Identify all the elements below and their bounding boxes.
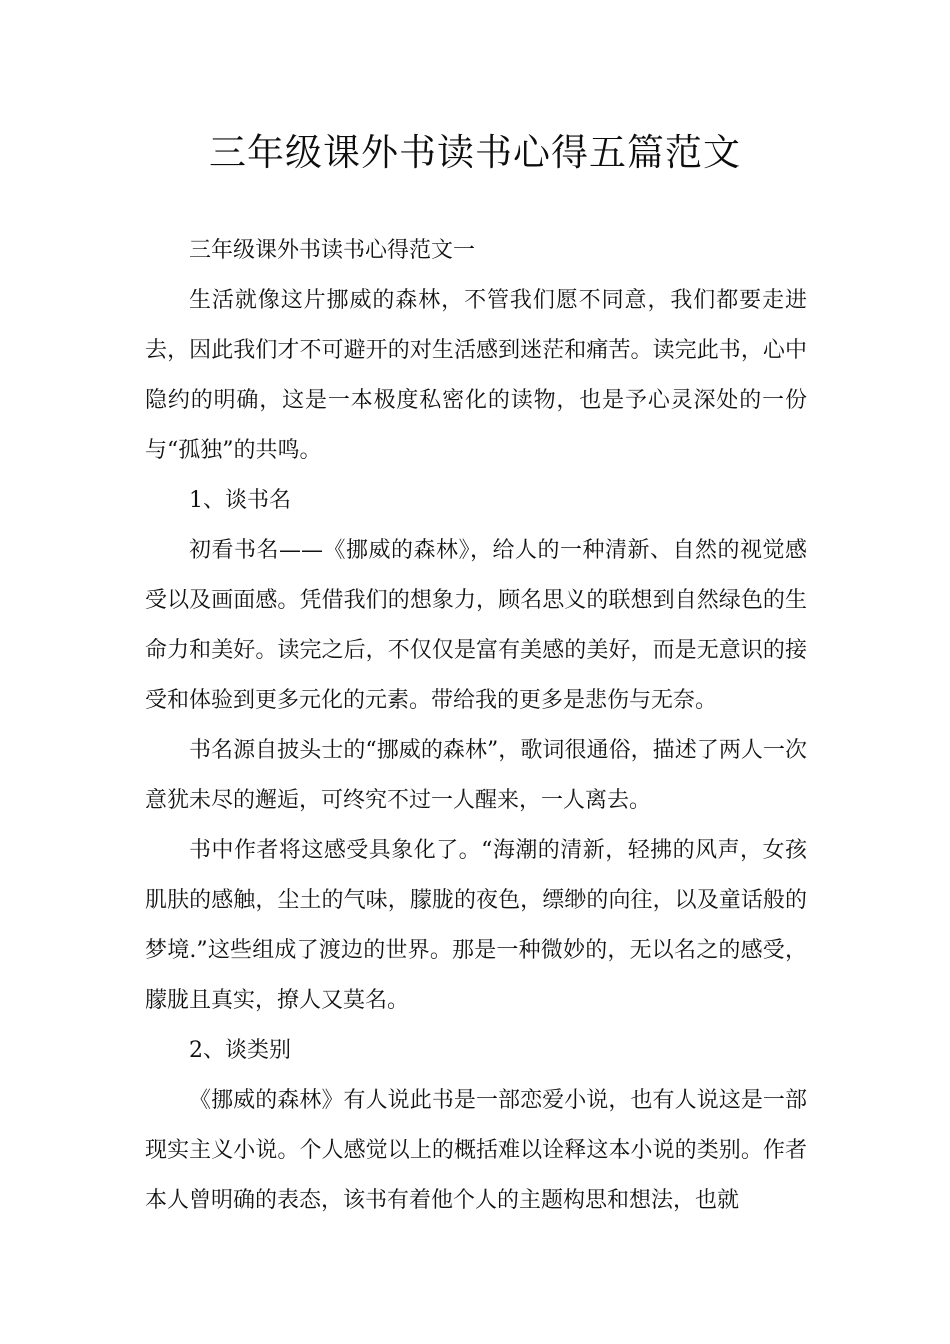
paragraph: 书名源自披头士的“挪威的森林”，歌词很通俗，描述了两人一次意犹未尽的邂逅，可终究不过一人醒来，一人离去。	[145, 738, 807, 813]
document-body	[145, 226, 807, 1226]
paragraph: 《挪威的森林》有人说此书是一部恋爱小说，也有人说这是一部现实主义小说。个人感觉以上的概括难以诠释这本小说的类别。作者本人曾明确的表态，该书有着他个人的主题构思和想法，也就	[145, 1088, 807, 1213]
section-heading-essay-one: 三年级课外书读书心得范文一	[189, 238, 476, 263]
section-heading-book-title: 1、谈书名	[189, 488, 291, 513]
paragraph: 生活就像这片挪威的森林，不管我们愿不同意，我们都要走进去，因此我们才不可避开的对生活感到迷茫和痛苦。读完此书，心中隐约的明确，这是一本极度私密化的读物，也是予心灵深处的一份与“孤独”的共鸣。	[145, 288, 807, 463]
section-heading-category: 2、谈类别	[189, 1038, 291, 1063]
document-title: 三年级课外书读书心得五篇范文	[209, 131, 741, 174]
paragraph: 初看书名——《挪威的森林》，给人的一种清新、自然的视觉感受以及画面感。凭借我们的想象力，顾名思义的联想到自然绿色的生命力和美好。读完之后，不仅仅是富有美感的美好，而是无意识的接受和体验到更多元化的元素。带给我的更多是悲伤与无奈。	[145, 538, 807, 713]
paragraph: 书中作者将这感受具象化了。“海潮的清新，轻拂的风声，女孩肌肤的感触，尘土的气味，朦胧的夜色，缥缈的向往，以及童话般的梦境.”这些组成了渡边的世界。那是一种微妙的，无以名之的感受，朦胧且真实，撩人又莫名。	[145, 838, 807, 1013]
